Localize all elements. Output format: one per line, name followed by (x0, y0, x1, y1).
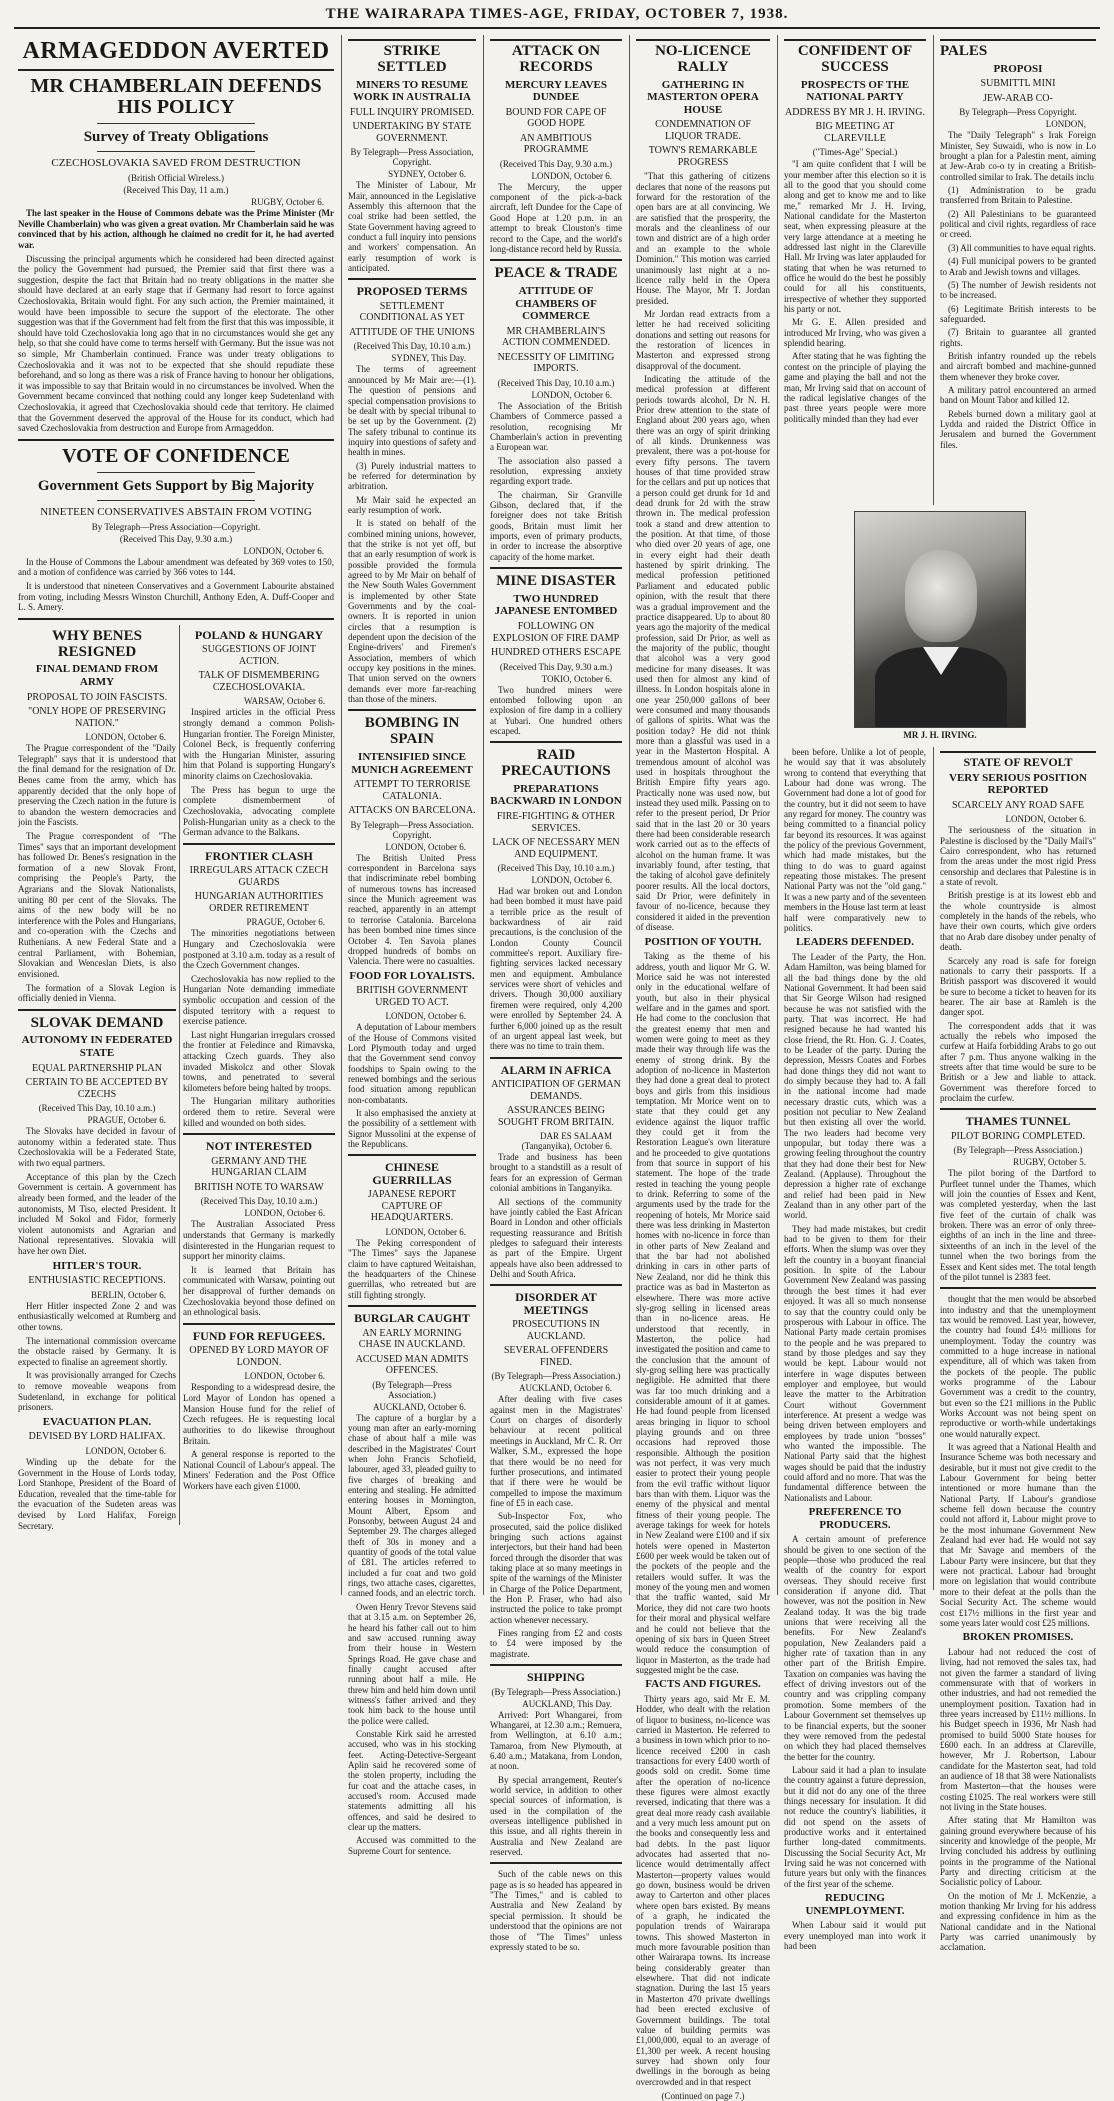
divider (490, 259, 622, 261)
raid-body: Had war broken out and London had been bombed it must have paid a terrible price as the result of backwardness of air raid precautions, is the conclusion of the London County Council committee's report. Auxiliary fire-fighting services lacked necessary men and equipment. Ambulance services were short of vehicles and drivers. Though 30,000 auxiliary firemen were required, only 4,200 were enrolled by September 24. A further 6,000 joined up as the result of an urgent appeal last week, but there was no time to train them. (490, 886, 622, 1052)
confidence-credit-2: (Received This Day, 9.30 a.m.) (119, 533, 233, 544)
divider (940, 1287, 1096, 1289)
burglar-dateline: AUCKLAND, October 6. (373, 1401, 466, 1412)
mine-body: Two hundred miners were entombed following upon an explosion of fire damp in a colliery at Yubari. One hundred others escaped. (490, 684, 622, 736)
palestine-deck-1: PROPOSI (993, 62, 1043, 75)
benes-headline: WHY BENES RESIGNED (52, 627, 142, 660)
proposed-body-1: The terms of agreement announced by Mr Mair are:—(1). The question of pensions and special compensation provisions to be dealt with by special tribunal to be set up by the Government. (2) The safety tribunal to continue its inquiry into questions of safety and health in mines. (348, 364, 476, 458)
benes-body-3: The formation of a Slovak Legion is officially denied in Vienna. (18, 982, 176, 1004)
hitler-body-1: Herr Hitler inspected Zone 2 and was enthusiastically welcomed at Rumberg and other towns. (18, 1300, 176, 1332)
unemployment-subhead: REDUCING UNEMPLOYMENT. (805, 1892, 905, 1917)
confident-body-8: Labour said it had a plan to insulate the country against a future depression, but it did not do any one of the three things necessary for insulation. It did not reduce the country's liabilities, it did not spend on the assets of productive works and it entertained further long-dated commitments. Discussing the Social Security Act, Mr Irving said he was not concerned with future years but only with the finances of the first year of the scheme. (784, 1764, 926, 1889)
burglar-headline: BURGLAR CAUGHT (354, 1311, 470, 1326)
column-rule (933, 747, 934, 1590)
continued-notice: (Continued on page 7.) (661, 2090, 745, 2101)
peace-body-3: The chairman, Sir Granville Gibson, declared that, if the foreigner does not take British goods, Britain must limit her imports, even of primary products, in order to increase the absorptive capacity of the home market. (490, 489, 622, 562)
strike-dateline: SYDNEY, October 6. (388, 169, 466, 180)
divider (183, 1323, 335, 1325)
frontier-deck-2: HUNGARIAN AUTHORITIES ORDER RETIREMENT (194, 891, 324, 914)
confident-headline: CONFIDENT OF SUCCESS (784, 39, 926, 76)
chinese-headline: CHINESE GUERRILLAS (372, 1160, 452, 1187)
alarm-headline: ALARM IN AFRICA (500, 1062, 612, 1077)
divider (183, 843, 335, 845)
bombing-deck-1: INTENSIFIED SINCE MUNICH AGREEMENT (351, 750, 473, 776)
disorder-deck-2: SEVERAL OFFENDERS FINED. (503, 1345, 609, 1368)
mine-headline: MINE DISASTER (496, 573, 616, 590)
peace-dateline: LONDON, October 6. (531, 389, 612, 400)
palestine-headline: PALES (940, 39, 1096, 60)
confidence-dateline: LONDON, October 6. (243, 545, 324, 556)
benes-dateline: LONDON, October 6. (85, 732, 166, 743)
peace-body-2: The association also passed a resolution, expressing anxiety regarding export trade. (490, 455, 622, 487)
column-rule (341, 35, 342, 1595)
slovak-dateline: PRAGUE, October 6. (87, 1115, 166, 1126)
divider (490, 1057, 622, 1059)
proposed-body-3: Mr Mair said he expected an early resumption of work. (348, 494, 476, 515)
records-deck-3: AN AMBITIOUS PROGRAMME (520, 132, 592, 156)
records-body: The Mercury, the upper component of the pick-a-back aircraft, left Dundee for the Cape of Good Hope at 1.20 p.m. in an attempt to break Clouston's time record to the Cape, and the world's long-distance record held by Russia. (490, 181, 622, 254)
shipping-headline: SHIPPING (526, 1670, 585, 1685)
mine-deck-3: HUNDRED OTHERS ESCAPE (490, 647, 621, 659)
burglar-credit: (By Telegraph—Press Association.) (372, 1379, 452, 1400)
portrait-head (905, 550, 977, 642)
confident-deck-3: BIG MEETING AT CLAREVILLE (815, 121, 895, 144)
not-interested-body-2: It is learned that Britain has communicated with Warsaw, pointing out her disapproval of further demands on Czechoslovakia beyond those defined on an ethnological basis. (183, 1264, 335, 1318)
not-interested-deck-2: BRITISH NOTE TO WARSAW (194, 1181, 324, 1193)
confident-body-6: They had made mistakes, but credit had to be given to them for their efforts. When the slump was over they left the country in a buoyant financial position. In spite of the Labour Government New Zealand was passing through the best times it had ever enjoyed. It was all so much nonsense to say that the country could only be prosperous with Labour in office. The National Party made certain promises to the people and he was prepared to stand by those pledges and say they would be kept. Labour would not interfere in wage disputes between employer and employee, but would leave the matter to the Arbitration Court without Government interference. At present a wedge was being driven between employers and employees by trade union "bosses" who wanted the impossible. The National Party said that the highest wages should be paid that the industry could afford and no more. That was the fundamental difference between the Nationalists and Labour. (784, 1223, 926, 1503)
palestine-body-9: British infantry rounded up the rebels and aircraft bombed and machine-gunned them whenever they broke cover. (940, 350, 1096, 382)
evacuation-subhead-2: DEVISED BY LORD HALIFAX. (28, 1431, 166, 1443)
divider (97, 500, 255, 501)
no-licence-deck-1: GATHERING IN MASTERTON OPERA HOUSE (647, 78, 759, 116)
divider (18, 1009, 176, 1011)
raid-headline: RAID PRECAUTIONS (501, 747, 611, 780)
benes-deck-3: "ONLY HOPE OF PRESERVING NATION." (28, 706, 166, 729)
columns (14, 35, 1100, 2101)
divider (348, 709, 476, 711)
chinese-dateline: LONDON, October 6. (385, 1226, 466, 1237)
disorder-headline: DISORDER AT MEETINGS (515, 1290, 597, 1317)
palestine-credit: By Telegraph—Press Copyright. (959, 107, 1077, 118)
disorder-credit: (By Telegraph—Press Association.) (491, 1371, 621, 1382)
chinese-deck: JAPANESE REPORT CAPTURE OF HEADQUARTERS. (367, 1189, 457, 1224)
raid-deck-2: FIRE-FIGHTING & OTHER SERVICES. (496, 811, 616, 834)
confident-continued-5: On the motion of Mr J. McKenzie, a motion thanking Mr Irving for his address and expressing confidence in him as the National candidate and in the National Party was carried unanimously by acclamation. (940, 1890, 1096, 1953)
confidence-credit-1: By Telegraph—Press Association—Copyright. (91, 521, 261, 532)
confident-continued-3: Labour had not reduced the cost of living, had not removed the sales tax, had not given the farmer a standard of living commensurate with that of workers in other industries, and had not remedied the unemployment position. Taxation had in three years increased by £11½ millions. In his Budget speech in 1936, Mr Nash had promised to build 5000 State houses for £600 each. In an address at Clareville, however, Mr J. Robertson, Labour candidate for the Masterton seat, had told an audience of 18 that 38 were Nationalists from Masterton—that the houses were costing £1025. The real workers were still not living in the State houses. (940, 1646, 1096, 1812)
portrait-caption: MR J. H. IRVING. (903, 730, 977, 740)
records-deck-2: BOUND FOR CAPE OF GOOD HOPE (505, 106, 607, 130)
frontier-headline: FRONTIER CLASH (205, 848, 313, 863)
no-licence-body-3: Indicating the attitude of the medical profession at different periods towards alcohol, Dr N. H. Prior drew attention to the state of England about 200 years ago, when there was an orgy of spirit drinking of all kinds. Drunkenness was prevalent, there was a pot-house for every fifty persons. The tavern houses of that time provided straw for the cellars and put up notices that a person could get drunk for 1d and dead drunk for 2d with the straw thrown in. The medical profession took a stand and drew attention to the position. At that time, of those who died over 20 years of age, one in every eight had their death hastened by spirit drinking. The medical profession petitioned Parliament and educated public opinion, with the result that there was a gradual improvement and the practice disappeared. Up to about 80 years ago the majority of the medical profession, said Dr Prior, as well as the majority of the public, thought that alcohol was a very good medicine for many diseases. It was used then for almost any kind of illness. In London hospitals alone in one year 250,000 gallons of beer were consumed and many thousands of gallons of spirits. What was the position today? He did not think more than a glassful was used in a year in the Masterton Hospital. A tremendous amount of alcohol was used in hospitals throughout the British Empire fifty years ago. Practically none was used now, but instead they used milk. Passing on to refer to the present period, Dr Prior said that in the last 20 or 30 years there had been considerable research work carried out as to the effects of alcohol on the human frame. It was invariably found, after testing, that the taking of alcohol gave definitely poorer results. All the local doctors, said Dr Prior, were definitely in favour of no-licence, because they considered it aided in the prevention of disease. (636, 373, 770, 933)
bombing-body-1: The British United Press correspondent in Barcelona says that indiscriminate rebel bombing of numerous towns has increased since the Munich agreement was reached, apparently in an attempt to terrorise Catalonia. Barcelona has been bombed nine times since October 4. Ten Savoia planes dropped hundreds of bombs on Valencia. There were no casualties. (348, 852, 476, 967)
divider (18, 69, 334, 71)
burglar-deck-1: AN EARLY MORNING CHASE IN AUCKLAND. (358, 1327, 466, 1351)
column-1 (14, 35, 338, 1590)
strike-deck-1: MINERS TO RESUME WORK IN AUSTRALIA (353, 78, 471, 104)
confident-continued-4: After stating that Mr Hamilton was gaining ground everywhere because of his sincerity and knowledge of the people, Mr Irving concluded his address by outlining points in the programme of the National Party and directing criticism at the Socialistic policy of Labour. (940, 1815, 1096, 1888)
portrait-block (780, 505, 1100, 740)
confidence-deck-1: Government Gets Support by Big Majority (37, 477, 315, 494)
strike-deck-3: UNDERTAKING BY STATE GOVERNMENT. (352, 121, 472, 144)
peace-deck-1: ATTITUDE OF CHAMBERS OF COMMERCE (515, 284, 597, 323)
confident-body-5: The Leader of the Party, the Hon. Adam Hamilton, was being blamed for all the bad things done by the old National Government. It had been said that Sir George Wilson had resigned because he was not satisfied with the party. That was incorrect. He had resigned because he had wanted his close friend, the Rt. Hon. G. J. Coates, to be Leader of the party. During the depression, Messrs Coates and Forbes had done things they did not want to do simply because they had to. A fall in the national income had made necessary drastic cuts, which was a position not peculiar to New Zealand but then existing all over the world. The two leaders had become very unpopular, but today there was a growing feeling throughout the country that they had done their best for New Zealand. (Applause). Throughout the depression a higher rate of exchange and relief had been paid in New Zealand than in any other part of the world. (784, 951, 926, 1221)
food-subhead-2: BRITISH GOVERNMENT URGED TO ACT. (356, 985, 468, 1008)
not-interested-dateline: LONDON, October 6. (244, 1208, 325, 1219)
proposed-deck-1: SETTLEMENT CONDITIONAL AS YET (359, 300, 465, 324)
armageddon-credit-2: (Received This Day, 11 a.m.) (123, 185, 229, 196)
peace-body-1: The Association of the British Chambers of Commerce passed a resolution, recognising Mr Chamberlain's action in preventing a European war. (490, 400, 622, 453)
armageddon-deck-2: Survey of Treaty Obligations (83, 129, 269, 146)
broken-promises-subhead: BROKEN PROMISES. (962, 1631, 1074, 1644)
peace-deck-3: NECESSITY OF LIMITING IMPORTS. (497, 351, 615, 375)
divider (490, 1284, 622, 1286)
confident-deck-1: PROSPECTS OF THE NATIONAL PARTY (800, 78, 910, 104)
mine-credit: (Received This Day, 9.30 a.m.) (499, 661, 613, 672)
proposed-body-2: (3) Purely industrial matters to be referred for determination by arbitration. (348, 460, 476, 492)
divider (97, 123, 255, 124)
benes-deck-1: FINAL DEMAND FROM ARMY (35, 663, 159, 688)
proposed-dateline: SYDNEY, This Day. (391, 353, 466, 364)
burglar-deck-2: ACCUSED MAN ADMITS OFFENCES. (355, 1353, 469, 1377)
hitler-body-2: The international commission overcame the obstacle raised by Germany. It is expected to finalise an agreement shortly. (18, 1335, 176, 1367)
confident-body-2: Mr G. E. Allen presided and introduced Mr Irving, who was given a splendid hearing. (784, 317, 926, 349)
raid-deck-3: LACK OF NECESSARY MEN AND EQUIPMENT. (492, 837, 620, 860)
divider (348, 1305, 476, 1307)
confident-body-4: been before. Unlike a lot of people, he would say that it was absolutely wrong to contend that everything that Labour had done was wrong. The Government had done a lot of good for the country, but it did not seem to have any regard for money. The country was being committed to a financial policy far beyond its resources. It was against the policy of the previous Government, which had made mistakes, but the thing to do was to guard against repeating those mistakes. The present National Party was not the "old gang." It was a new party and of the seventeen members in the House last term at least half were comparatively new to politics. (784, 747, 926, 933)
food-subhead: FOOD FOR LOYALISTS. (349, 969, 475, 982)
strike-body: The Minister of Labour, Mr Mair, announced in the Legislative Assembly this afternoon that the coal strike had been settled, the State Government having agreed to conduct a full inquiry into pensions and workers' compensation. An early resumption of work is anticipated. (348, 180, 476, 274)
facts-subhead: FACTS AND FIGURES. (645, 1678, 761, 1691)
confident-deck-2: ADDRESS BY MR J. H. IRVING. (785, 106, 925, 118)
no-licence-body-2: Mr Jordan read extracts from a letter he had received soliciting donations and setting out reasons for the restoration of licences in Masterton and expressed strong disapproval of the document. (636, 308, 770, 371)
burglar-body-3: Constable Kirk said he arrested accused, who was in his stocking feet. Acting-Detective-Sergeant Aplin said he recovered some of the stolen property, including the fur coat and the attache cases, in accused's room. Accused made statements admitting all his offences, and said he desired to clear up the matters. (348, 1728, 476, 1833)
thames-headline: THAMES TUNNEL (965, 1114, 1071, 1129)
fund-dateline: LONDON, October 6. (244, 1371, 325, 1382)
raid-credit: (Received This Day, 10.10 a.m.) (497, 863, 615, 874)
fund-body-1: Responding to a widespread desire, the Lord Mayor of London has opened a Mansion House fund for the relief of Czech refugees. He is requesting local authorities to do likewise throughout Britain. (183, 1382, 335, 1446)
palestine-body-3: (2) All Palestinians to be guaranteed political and civil rights, regardless of race or creed. (940, 208, 1096, 240)
armageddon-headline: ARMAGEDDON AVERTED (22, 38, 330, 64)
divider (348, 278, 476, 280)
column-rule (483, 35, 484, 1595)
shipping-dateline: AUCKLAND, This Day. (522, 1698, 612, 1709)
confidence-body-1: In the House of Commons the Labour amendment was defeated by 369 votes to 150, and a motion of confidence was carried by 366 votes to 144. (18, 556, 334, 578)
chinese-body: The Peking correspondent of "The Times" says the Japanese claim to have captured Weitaishan, the headquarters of the Chinese guerrillas, who retreated but are still fighting strongly. (348, 1237, 476, 1300)
youth-subhead: POSITION OF YOUTH. (644, 935, 762, 948)
food-body-1: A deputation of Labour members of the House of Commons visited Lord Plymouth today and urged that the Government send convoy foodships to Spain owing to the renewed bombings and the serious food situation among republican non-combatants. (348, 1022, 476, 1105)
thames-body: The pilot boring of the Dartford to Purfleet tunnel under the Thames, which will join the counties of Essex and Kent, was completed yesterday, when the last five feet of the curtain of chalk was broken. There was an error of only three-eighths of an inch in the line and three-sixteenths of an inch in the level of the tunnel when the two borings from the Essex and Kent sides met. The total length of the pilot tunnel is 2383 feet. (940, 1168, 1096, 1282)
reuters-notice: By special arrangement, Reuter's world service, in addition to other special sources of information, is used in the compilation of the overseas intelligence published in this issue, and all rights therein in Australia and New Zealand are reserved. (490, 1774, 622, 1858)
confident-body-3: After stating that he was fighting the contest on the principle of playing the game and playing the ball and not the man, Mr Irving said that on account of the radical legislative changes of the past three years people were more politically minded than they had ever (784, 351, 926, 424)
alarm-deck-1: ANTICIPATION OF GERMAN DEMANDS. (491, 1079, 621, 1102)
confident-body-9: When Labour said it would put every unemployed man into work it had been (784, 1920, 926, 1951)
frontier-body-2: Czechoslovakia has now replied to the Hungarian Note demanding immediate symbolic occupation and cession of the disputed territory with a request to exercise patience. (183, 973, 335, 1027)
poland-body-2: The Press has begun to urge the complete dismemberment of Czechoslovakia, advocating complete Polish-Hungarian unity as a check to the German advance to the Balkans. (183, 784, 335, 838)
divider (18, 618, 334, 620)
strike-headline: STRIKE SETTLED (348, 39, 476, 76)
palestine-dateline: LONDON, (1045, 119, 1086, 130)
proposed-headline: PROPOSED TERMS (356, 284, 468, 299)
armageddon-credit-1: (British Official Wireless.) (127, 173, 225, 184)
not-interested-credit: (Received This Day, 10.10 a.m.) (200, 1196, 318, 1207)
leaders-subhead: LEADERS DEFENDED. (796, 936, 914, 949)
palestine-body-2: (1) Administration to be gradu transferred from Britain to Palestine. (940, 185, 1096, 206)
no-licence-headline: NO-LICENCE RALLY (636, 39, 770, 76)
slovak-credit: (Received This Day, 10.10 a.m.) (38, 1103, 156, 1114)
slovak-deck-1: AUTONOMY IN FEDERATED STATE (21, 1034, 173, 1060)
slovak-deck-2: EQUAL PARTNERSHIP PLAN (32, 1062, 162, 1074)
revolt-body-1: The seriousness of the situation in Palestine is disclosed by the "Daily Mail's" Cairo correspondent, who has returned from the areas under the most rigid Press censorship and declares that Palestine is in a state of revolt. (940, 825, 1096, 888)
column-1-lower (18, 625, 335, 1531)
column-2 (344, 35, 480, 1856)
no-licence-body-5: Thirty years ago, said Mr E. M. Hodder, who dealt with the relation of liquor to business, no-licence was carried in Masterton. He referred to a business in town which prior to no-licence received £200 in cash transactions for every £400 worth of goods sold on credit. Some time after the operation of no-licence these figures were almost exactly reversed, indicating that there was a great deal more ready cash available and a very much less amount put on the books and consequently less and bad debts. In the past liquor advocates had asserted that no-licence would detrimentally affect Masterton—property values would go down, business would be driven away to Carterton and other places where open bars existed. By means of a graph, he indicated the population trends of Wairarapa towns. This showed Masterton in much more favourable position than other Wairarapa towns. Its increase being considerably greater than elsewhere. That did not indicate stagnation. During the last 15 years in Masterton 470 private dwellings had been erected exclusive of Government buildings. The total value of building permits was £1,000,000, equal to an average of £1,300 per week. A recent housing survey had shown only four dwellings in the borough as being overcrowded and in that respect (636, 1693, 770, 2087)
bombing-deck-2: ATTEMPT TO TERRORISE CATALONIA. (353, 779, 471, 802)
records-credit: (Received This Day, 9.30 a.m.) (499, 158, 613, 169)
armageddon-dateline: RUGBY, October 6. (251, 197, 324, 208)
palestine-body-1: The "Daily Telegraph" s Irak Foreign Minister, Sey Suwaidi, who is now in Lo brought a plan for a Palestin ment, aiming at Jew-Arab co-o ty in creating a British-controlled similar to Irak. The details inclu (940, 130, 1096, 182)
palestine-body-8: (7) Britain to guarantee all granted rights. (940, 327, 1096, 348)
poland-body-1: Inspired articles in the official Press strongly demand a common Polish-Hungarian frontier. The Foreign Minister, Colonel Beck, is frequently conferring with the Hungarian Minister, assuring him that Poland is supporting Hungary's minority claims on Czechoslovakia. (183, 707, 335, 782)
evacuation-dateline: LONDON, October 6. (85, 1445, 166, 1456)
proposed-deck-2: ATTITUDE OF THE UNIONS (349, 326, 475, 338)
poland-deck-1: SUGGESTIONS OF JOINT ACTION. (202, 644, 316, 667)
food-dateline: LONDON, October 6. (385, 1011, 466, 1022)
mine-dateline: TOKIO, October 6. (541, 673, 612, 684)
slovak-lead: The Slovaks have decided in favour of autonomy within a federated state. Thus Czechoslovakia will be a Federated State, with two equal partners. (18, 1126, 176, 1169)
confidence-body-2: It is understood that nineteen Conservatives and a Government Labourite abstained from voting, including Messrs Winston Churchill, Anthony Eden, A. Duff-Cooper and L. S. Amery. (18, 580, 334, 613)
alarm-body-2: All sections of the community have jointly cabled the East African Board in London and other officials requesting reassurance and British pledges to safeguard their interests as part of the Empire. Urgent appeals have also been addressed to Delhi and South Africa. (490, 1196, 622, 1279)
alarm-dateline: DAR ES SALAAM (Tanganyika), October 6. (521, 1131, 612, 1152)
times-notice: Such of the cable news on this page as is so headed has appeared in "The Times," and is cabled to Australia and New Zealand by special permission. It should be understood that the opinions are not those of "The Times" unless expressly stated to be so. (490, 1869, 622, 1952)
disorder-deck-1: PROSECUTIONS IN AUCKLAND. (512, 1319, 600, 1342)
disorder-body-3: Fines ranging from £2 and costs to £4 were imposed by the magistrate. (490, 1628, 622, 1659)
bombing-credit: By Telegraph—Press Association. Copyright. (350, 819, 474, 840)
palestine-body-5: (4) Full municipal powers to be granted to Arab and Jewish towns and villages. (940, 256, 1096, 277)
slovak-body-1: Acceptance of this plan by the Czech Government is certain. A government has already been formed, and the leader of the autonomists, M Tiso, elected President. It included M Sokol and Fidor, formerly violent autonomists and Agrarian and National representatives. Slovakia will have her own Diet. (18, 1171, 176, 1256)
hitler-subhead: HITLER'S TOUR. (52, 1259, 142, 1272)
benes-body-1: The Prague correspondent of the "Daily Telegraph" says that it is understood that the final demand for the resignation of Dr. Benes came from the army, which has apparently decided that the only hope of preserving the Czech nation in the future is to abandon the western democracies and join the Fascists. (18, 743, 176, 828)
divider (940, 1108, 1096, 1110)
proposed-body-4: It is stated on behalf of the combined mining unions, however, that the strike is not yet off, but that an early resumption of work is possible provided the formula agreed to by Mr Mair on behalf of the New South Wales Government is implemented by other State Governments and by the coal-owners. It is reported in union circles that a resumption is dependent upon the decision of the Engine-drivers' and Firemen's Association, members of which occupy key positions in the mines. That union served on the owners demands ever more far-reaching than those of the miners. (348, 518, 476, 705)
benes-deck-2: PROPOSAL TO JOIN FASCISTS. (26, 691, 168, 703)
thames-dateline: RUGBY, October 5. (1013, 1157, 1086, 1168)
frontier-dateline: PRAGUE, October 6. (246, 917, 325, 928)
divider (97, 472, 255, 473)
column-rule (777, 35, 778, 1595)
divider (97, 151, 255, 152)
armageddon-deck-3: CZECHOSLOVAKIA SAVED FROM DESTRUCTION (51, 157, 301, 170)
divider (490, 567, 622, 569)
fund-body-2: A general response is reported to the National Council of Labour's appeal. The Miners' Federation and the Post Office Workers have each given £1000. (183, 1449, 335, 1491)
frontier-body-1: The minorities negotiations between Hungary and Czechoslovakia were postponed at 3.10 a.m. today as a result of the Czech Government changes. (183, 928, 335, 971)
fund-deck: OPENED BY LORD MAYOR OF LONDON. (189, 1345, 329, 1368)
divider (183, 1133, 335, 1135)
armageddon-lead: The last speaker in the House of Commons debate was the Prime Minister (Mr Neville Chamberlain) who was given a great ovation. Mr Chamberlain said he was convinced that by his action, although he claimed no credit for it, he had averted war. (18, 208, 334, 250)
column-4 (632, 35, 774, 2101)
hitler-dateline: BERLIN, October 6. (91, 1289, 166, 1300)
strike-deck-2: FULL INQUIRY PROMISED. (350, 106, 474, 118)
no-licence-deck-2: CONDEMNATION OF LIQUOR TRADE. (655, 119, 751, 142)
palestine-body-11: Rebels burned down a military gaol at Lydda and raided the District Office in Jerusalem and burned the Government files. (940, 408, 1096, 450)
bombing-headline: BOMBING IN SPAIN (364, 715, 460, 748)
burglar-body-2: Owen Henry Trevor Stevens said that at 3.15 a.m. on September 26, he heard his father call out to him and saw accused running away from their house in Western Springs Road. He gave chase and finally caught accused after running about half a mile. He threw him and held him down until witness's father arrived and they took him back to the house until the police were called. (348, 1601, 476, 1726)
column-3 (486, 35, 626, 1952)
divider (348, 1154, 476, 1156)
not-interested-headline: NOT INTERESTED (205, 1139, 313, 1154)
shipping-credit: (By Telegraph—Press Association.) (491, 1686, 621, 1697)
frontier-deck-1: IRREGULARS ATTACK CZECH GUARDS (189, 865, 329, 888)
palestine-body-10: A military patrol encountered an armed band on Mount Tabor and killed 12. (940, 384, 1096, 406)
alarm-deck-2: ASSURANCES BEING SOUGHT FROM BRITAIN. (498, 1105, 614, 1128)
peace-deck-2: MR CHAMBERLAIN'S ACTION COMMENDED. (501, 325, 611, 349)
thames-deck: PILOT BORING COMPLETED. (951, 1130, 1085, 1142)
divider (490, 1862, 622, 1864)
column-5-lower (780, 747, 930, 1951)
palestine-body-7: (6) Legitimate British interests to be safeguarded. (940, 303, 1096, 324)
column-rule (629, 35, 630, 1595)
bombing-deck-3: ATTACKS ON BARCELONA. (348, 805, 476, 817)
divider (18, 439, 334, 441)
disorder-body-2: Sub-Inspector Fox, who prosecuted, said the police disliked bringing such actions against interjectors, but their hand had been forced through the disorder that was taking place at so many meetings in spite of the warnings of the Minister in Charge of the Police Department, the Hon P. Fraser, who had also instructed the police to take prompt action whenever necessary. (490, 1511, 622, 1625)
confident-credit: ("Times-Age" Special.) (812, 147, 898, 158)
evacuation-body: Winding up the debate for the Government in the House of Lords today, Lord Stanhope, President of the Board of Education, revealed that the time-table for the evacuation of the Sudeten areas was devised by Lord Halifax, Foreign Secretary. (18, 1456, 176, 1531)
fund-headline: FUND FOR REFUGEES. (192, 1328, 326, 1343)
palestine-body-6: (5) The number of Jewish residents not to be increased. (940, 279, 1096, 301)
palestine-deck-2: SUBMITTL MINI (980, 78, 1056, 90)
peace-headline: PEACE & TRADE (494, 265, 618, 282)
revolt-dateline: LONDON, October 6. (1005, 814, 1086, 825)
confident-continued-1: thought that the men would be absorbed into industry and that the unemployment tax would be removed. Last year, however, the country had found £4½ millions for unemployment. Today the country was committed to a huge increase in national expenditure, all of which was taken from the pockets of the people. The public works programme of the Labour Government was a credit to the country, but even so the £21 millions in the Public Works Account was not being spent on reproductive or worth-while undertakings one would naturally expect. (940, 1294, 1096, 1439)
slovak-headline: SLOVAK DEMAND (30, 1014, 164, 1031)
confident-body-1: "I am quite confident that I will be your member after this election so it is all to the good that you should come along and get to know me and to like me," remarked Mr J. H. Irving, National candidate for the Masterton seat, when expressing pleasure at the very large attendance at a meeting he addressed last night in the Clareville Hall. Mr Irving was later applauded for stating that when he was returned to office he would do the best he possibly could for all his constituents, irrespective of whether they supported his party or not. (784, 159, 926, 315)
not-interested-deck-1: GERMANY AND THE HUNGARIAN CLAIM (211, 1155, 307, 1179)
records-deck-1: MERCURY LEAVES DUNDEE (505, 78, 607, 104)
disorder-dateline: AUCKLAND, October 6. (519, 1383, 612, 1394)
revolt-body-3: Scarcely any road is safe for foreign nationals to carry their passports. If a British passport was discovered it would be sure to become a ticket to heaven for its bearer. The air base at Ramleh is the danger spot. (940, 955, 1096, 1018)
column-1-left-subcolumn (18, 625, 176, 1531)
confident-body-7: A certain amount of preference should be given to one section of the people—those who produced the real wealth of the country for export overseas. They should receive first consideration if anyone did. That however, was not the position in New Zealand today. It was the big trade unions that were receiving all the benefits. For New Zealand's population, New Zealanders paid a higher rate of taxation than in any other part of the British Empire. Taxation on companies was having the effect of driving investors out of the country and was crippling company promotion. Some members of the Labour Government set themselves up to be financial experts, but the sooner they were removed from the pedestal on which they had placed themselves the better for the country. (784, 1534, 926, 1762)
records-dateline: LONDON, October 6. (531, 170, 612, 181)
frontier-body-3: Last night Hungarian irregulars crossed the frontier at Feledince and Rimavska, attacking Czech guards. They also invaded Miskolcz and other Slovak towns, and penetrated to several kilometers before being halted by troops. (183, 1029, 335, 1093)
no-licence-deck-3: TOWN'S REMARKABLE PROGRESS (648, 145, 758, 168)
mine-deck-1: TWO HUNDRED JAPANESE ENTOMBED (494, 592, 618, 618)
revolt-headline: STATE OF REVOLT (940, 751, 1096, 769)
column-6 (936, 35, 1100, 503)
food-body-2: It also emphasised the anxiety at the possibility of a settlement with Signor Mussolini at the expense of the Republicans. (348, 1107, 476, 1149)
poland-deck-2: TALK OF DISMEMBERING CZECHOSLOVAKIA. (198, 670, 320, 693)
mine-deck-2: FOLLOWING ON EXPLOSION OF FIRE DAMP (492, 621, 620, 644)
portrait-photo (854, 511, 1026, 728)
revolt-body-2: British prestige is at its lowest ebb and the whole countryside is almost completely in the hands of the rebels, who have their own courts, which give orders that no Arab dare disobey under penalty of death. (940, 890, 1096, 953)
raid-dateline: LONDON, October 6. (531, 875, 612, 886)
confidence-deck-2: NINETEEN CONSERVATIVES ABSTAIN FROM VOTING (40, 506, 312, 519)
revolt-body-4: The correspondent adds that it was actually the rebels who imposed the curfew at Haifa forbidding Arabs to go out after 7 p.m. Thus anyone walking in the streets after that time would be sure to be British or a Jew and liable to attack. Government was therefore forced to proclaim the curfew. (940, 1020, 1096, 1103)
no-licence-body-4: Taking as the theme of his address, youth and liquor Mr G. W. Morice said he was not interested only in the educational welfare of youth, but also in their physical welfare and in the games and sport. He had come to the conclusion that the greatest enemy that men and women were going to meet as they made their way through life was the enemy of strong drink. By the adoption of no-licence in Masterton they had done a great deal to protect boys and girls from this insidious temptation. Mr Morice went on to state that they could get any evidence against the liquor traffic they could get it from the Restoration League's own literature and he proceeded to give quotations from that source in support of his statement. The hope of the trade rested in teaching the young people to drink. Referring to some of the arguments used by the trade for the reopening of hotels, Mr Morice said there was less drinking in Masterton homes with no-licence in force than in other parts of New Zealand and that the bar had not abolished drinking in cars in other parts of New Zealand, nor did he think this practice was as bad in Masterton as elsewhere. There was more active sly-grog selling in licensed areas than in no-licence areas. He understood that recently, in Masterton, the police had investigated the position and came to the conclusion that the amount of sly-grog selling here was practically negligible. He admitted that there was far too much drinking and a considerable amount of it at games. He had found people from licensed areas bringing in liquor to school playing grounds and on three occasions had reproved those responsible. Although the position was not perfect, it was very much easier to protect their young people from the evil traffic without liquor bars than with them. Liquor was the enemy of the physical and mental fitness of their young people. The average takings for week for hotels in New Zealand were £100 and if six hotels were opened in Masterton £600 per week would be taken out of the pockets of the people and the retailers would suffer. It was the money of the young men and women that the traffic wanted, said Mr Morice, they did not care two hoots for their moral and physical welfare and he could not believe that the opening of six bars in Queen Street would reduce the consumption of liquor in Masterton, as the trade had suggested might be the case. (636, 951, 770, 1675)
frontier-body-4: The Hungarian military authorities ordered them to retire. Several were killed and wounded on both sides. (183, 1096, 335, 1128)
records-headline: ATTACK ON RECORDS (490, 39, 622, 76)
peace-credit: (Received This Day, 10.10 a.m.) (497, 377, 615, 388)
confidence-headline: VOTE OF CONFIDENCE (62, 444, 290, 467)
column-1-right-subcolumn (183, 625, 335, 1525)
not-interested-body-1: The Australian Associated Press understands that Germany is markedly disinterested in the Hungarian request to support her minority claims. (183, 1219, 335, 1262)
preference-subhead: PREFERENCE TO PRODUCERS. (808, 1506, 902, 1531)
palestine-deck-3: JEW-ARAB CO- (983, 92, 1053, 104)
bombing-dateline: LONDON, October 6. (385, 841, 466, 852)
divider (490, 1664, 622, 1666)
alarm-body-1: Trade and business has been brought to a standstill as a result of fears for an expression of German colonial ambitions in Tanganyika. (490, 1152, 622, 1194)
column-rule (179, 625, 180, 1525)
slovak-deck-3: CERTAIN TO BE ACCEPTED BY CZECHS (25, 1077, 169, 1100)
proposed-credit: (Received This Day, 10.10 a.m.) (353, 341, 471, 352)
shipping-body: Arrived: Port Whangarei, from Whangarei, at 12.30 a.m.; Remuera, from Wellington, at 6.10 a.m.; Tamaroa, from New Plymouth, at 6.40 a.m.; Matakana, from London, at noon. (490, 1709, 622, 1772)
burglar-body-4: Accused was committed to the Supreme Court for sentence. (348, 1835, 476, 1856)
raid-deck-1: PREPARATIONS BACKWARD IN LONDON (490, 782, 622, 808)
benes-body-2: The Prague correspondent of "The Times" says that an important development has followed Dr. Benes's resignation in the formation of a new Slovak Front, comprising the People's Party, the Agrarians and the Slovak Nationalists, uniting 80 per cent of the Slovaks. The aims of the new body will be no interference with the Poles and Hungarians, and co-operation with the Czechs and Ruthenians. A new Federal State and a central Parliament, with Bohemian, Slovakian and Wenceslan Diets, is also envisioned. (18, 830, 176, 979)
disorder-body-1: After dealing with five cases against men in the Magistrates' Court on charges of disorderly behaviour at recent political meetings in Auckland, Mr C. R. Orr Walker, S.M., expressed the hope that there would be no need for further prosecutions, and intimated that if there were he would be compelled to impose the maximum fine of £5 in each case. (490, 1394, 622, 1508)
revolt-deck-2: SCARCELY ANY ROAD SAFE (952, 799, 1084, 811)
confident-continued-2: It was agreed that a National Health and Insurance Scheme was both necessary and desirable, but it must not give credit to the Labour Government for being better intentioned or more humane than the National Party. If Labour's grandiose scheme fell down because the country could not afford it, Labour might prove to be the most inhumane Government New Zealand had ever had. He would not say that Mr Savage and members of the Labour Party were insincere, but that they were not practical. Labour had brought more on legislation that would contribute more to their defeat at the polls than the Social Security Act. The scheme would cost £17½ millions in the first year and some years later would cost £25 millions. (940, 1442, 1096, 1628)
burglar-body-1: The capture of a burglar by a young man after an early-morning chase of about half a mile was described in the Magistrates' Court when John Francis Schofield, labourer, aged 33, pleaded guilty to five charges of breaking and entering and stealing. He admitted entering houses in Mornington, Mount Albert, Epsom and Ponsonby, between August 24 and September 29. The charges alleged theft of 30s in money and a quantity of goods of the total value of £81. The articles referred to included a fur coat and two gold rings, two attache cases, cigarettes, canned foods, and an electric torch. (348, 1412, 476, 1599)
poland-dateline: WARSAW, October 6. (244, 696, 325, 707)
hitler-body-3: It was provisionally arranged for Czechs to remove moveable weapons from Sudetenland, in exchange for political prisoners. (18, 1370, 176, 1413)
no-licence-body-1: "That this gathering of citizens declares that none of the reasons put forward for the restoration of the open bars are at all convincing. We are satisfied that the prosperity, the morals and the cleanliness of our town and district are of a high order and an example to the whole Dominion." This motion was carried unanimously last night at a no-licence rally held in the Opera House. The Mayor, Mr T. Jordan presided. (636, 171, 770, 306)
armageddon-body: Discussing the principal arguments which he considered had been directed against the policy the Government had pursued, the Premier said that first there was a suggestion, despite the fact that Britain had no treaty obligations in the matter she should have declared at an early stage that if Germany had resort to force against Czechoslovakia, Britain would fight. For any such action, the Premier maintained, it would have been impossible to secure the support of the electorate. The other suggestion was that if the Government had felt from the first that this was impossible, it should have told Czechoslovakia long ago that in no circumstances would she get any help, so that she could have come to terms herself with Germany. But the issue was not so simple, Mr Chamberlain continued. France was under treaty obligations to Czechoslovakia and it was not to be expected that she should repudiate these beforehand, and so long as there was a risk of France having to honour her obligations, it was impossible to say that Britain would in no circumstances be involved. When the Government became convinced that nothing could any longer keep Sudetenland with Czechoslovakia, it agreed that Czechoslovakia should cede that territory. He claimed that the Government deserved the approval of the House for its conduct, which had saved Czechoslovakia from destruction and Europe from Armageddon. (18, 253, 334, 434)
masthead: THE WAIRARAPA TIMES-AGE, FRIDAY, OCTOBER 7, 1938. (14, 6, 1100, 29)
column-6-lower (936, 747, 1100, 1953)
thames-credit: (By Telegraph—Press Association.) (953, 1145, 1083, 1156)
evacuation-subhead: EVACUATION PLAN. (42, 1415, 152, 1428)
divider (490, 741, 622, 743)
revolt-deck-1: VERY SERIOUS POSITION REPORTED (949, 771, 1087, 797)
hitler-subhead-2: ENTHUSIASTIC RECEPTIONS. (28, 1275, 166, 1287)
poland-headline: POLAND & HUNGARY (194, 627, 324, 642)
palestine-body-4: (3) All communities to have equal rights. (948, 242, 1096, 253)
armageddon-deck-1: MR CHAMBERLAIN DEFENDS HIS POLICY (30, 75, 322, 119)
strike-credit: By Telegraph—Press Association, Copyright. (350, 147, 474, 168)
